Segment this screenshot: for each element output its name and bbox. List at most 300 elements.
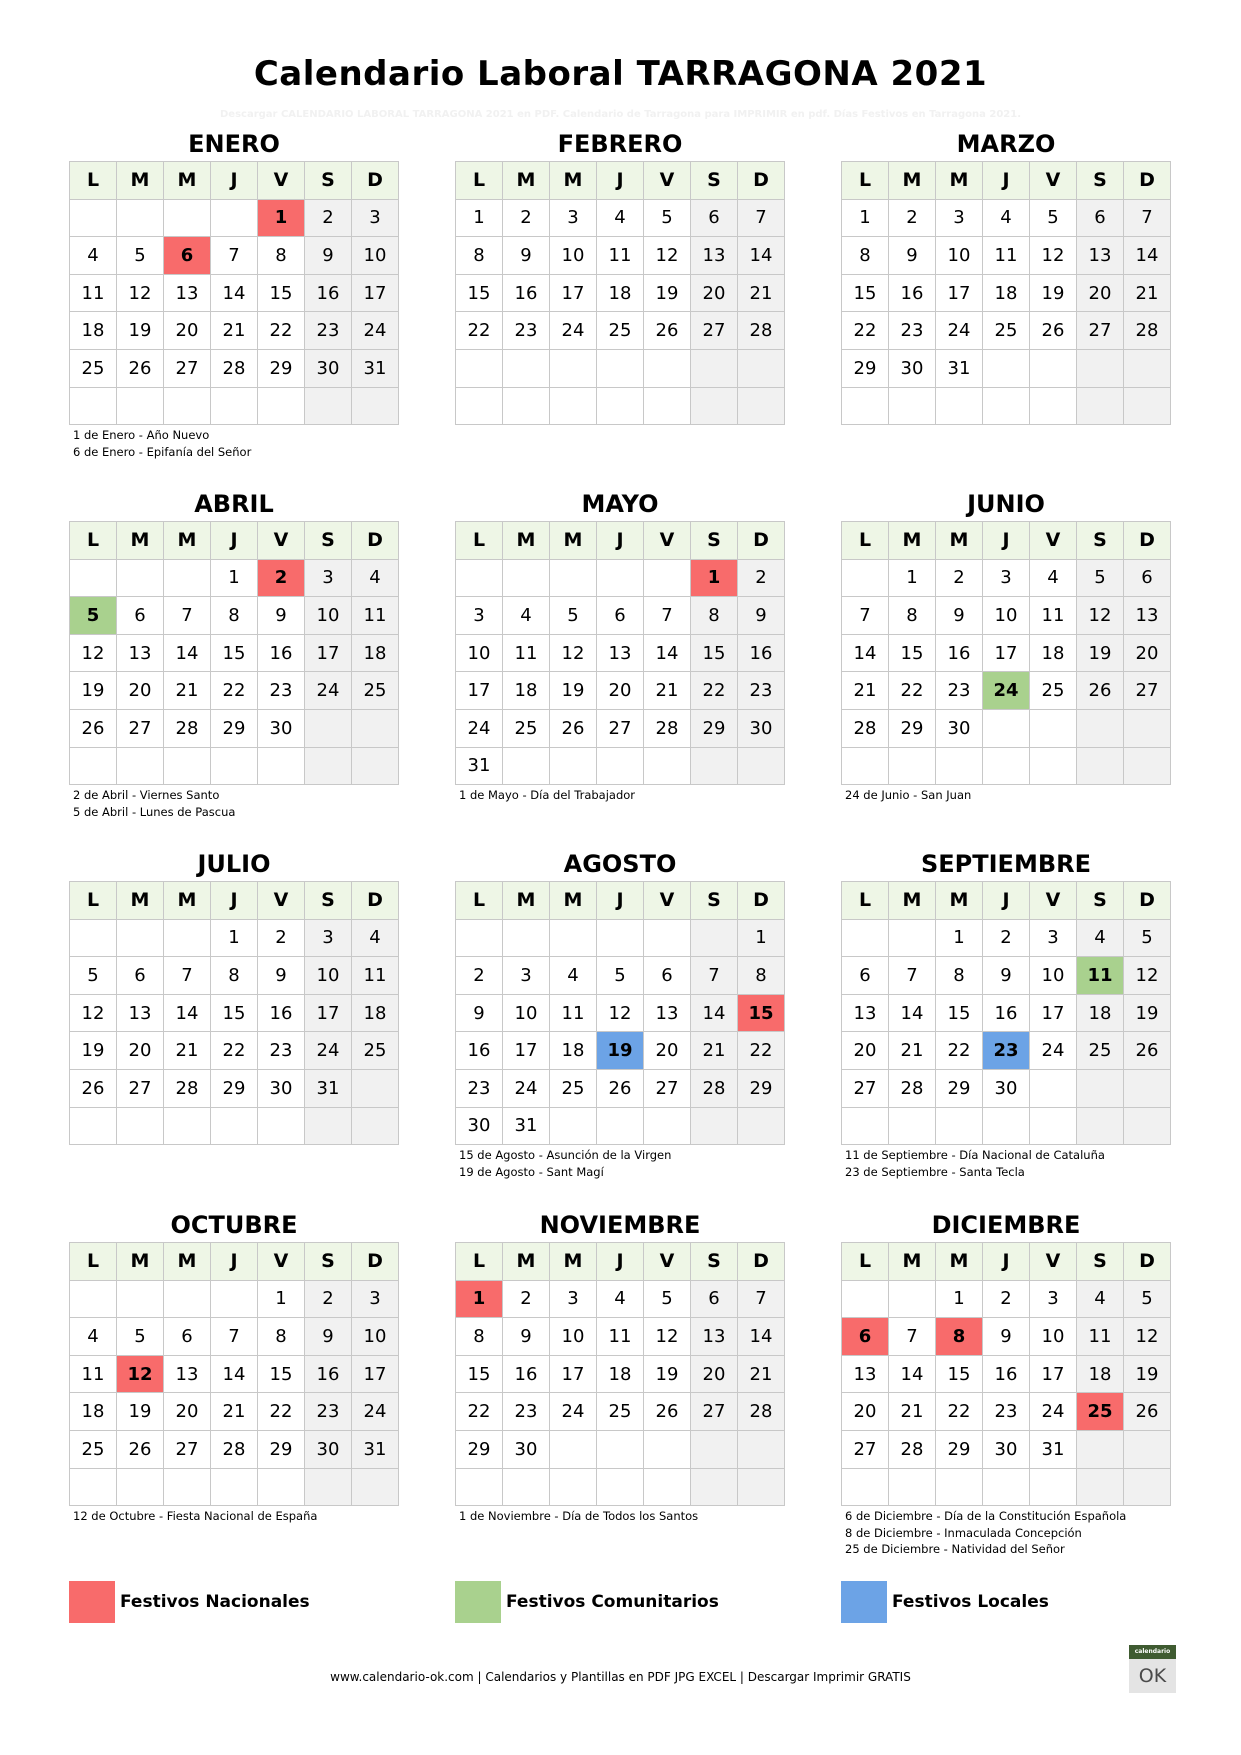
empty-day-cell: [117, 387, 164, 425]
empty-day-cell: [1124, 747, 1171, 785]
legend-label-comunitario: Festivos Comunitarios: [506, 1592, 719, 1612]
weekday-header: M: [889, 162, 936, 200]
weekday-header: L: [456, 1243, 503, 1281]
week-row: [70, 1107, 399, 1145]
holiday-notes: [69, 787, 399, 820]
month-table: [841, 521, 1171, 785]
weekday-header-row: [842, 162, 1171, 200]
day-cell: 26: [117, 349, 164, 387]
weekday-header: M: [889, 882, 936, 920]
weekday-header: L: [842, 1243, 889, 1281]
day-cell: 6: [164, 1318, 211, 1356]
day-cell: 7: [889, 1318, 936, 1356]
day-cell: 14: [889, 994, 936, 1032]
holiday-note: 24 de Junio - San Juan: [845, 788, 972, 803]
empty-day-cell: [738, 387, 785, 425]
month-table: [69, 881, 399, 1145]
day-cell: 14: [644, 634, 691, 672]
week-row: [842, 672, 1171, 710]
holiday-day-cell: 1: [691, 559, 738, 597]
day-cell: 16: [889, 274, 936, 312]
weekday-header: V: [1030, 882, 1077, 920]
empty-day-cell: [503, 747, 550, 785]
weekday-header-row: [70, 522, 399, 560]
day-cell: 18: [503, 672, 550, 710]
empty-day-cell: [738, 349, 785, 387]
week-row: [70, 1032, 399, 1070]
weekday-header: L: [456, 522, 503, 560]
empty-day-cell: [211, 1468, 258, 1506]
day-cell: 16: [738, 634, 785, 672]
weekday-header: D: [738, 882, 785, 920]
day-cell: 3: [1030, 1280, 1077, 1318]
day-cell: 26: [117, 1430, 164, 1468]
day-cell: 27: [117, 709, 164, 747]
day-cell: 12: [644, 237, 691, 275]
empty-day-cell: [597, 349, 644, 387]
day-cell: 29: [738, 1069, 785, 1107]
weekday-header: D: [738, 522, 785, 560]
day-cell: 6: [691, 199, 738, 237]
week-row: [842, 1430, 1171, 1468]
day-cell: 12: [644, 1318, 691, 1356]
day-cell: 21: [211, 312, 258, 350]
week-row: [456, 237, 785, 275]
day-cell: 13: [842, 994, 889, 1032]
week-row: [456, 1468, 785, 1506]
day-cell: 22: [211, 672, 258, 710]
day-cell: 15: [889, 634, 936, 672]
empty-day-cell: [644, 1468, 691, 1506]
day-cell: 9: [305, 1318, 352, 1356]
empty-day-cell: [738, 1107, 785, 1145]
day-cell: 5: [550, 597, 597, 635]
day-cell: 21: [738, 274, 785, 312]
day-cell: 17: [550, 1355, 597, 1393]
week-row: [842, 1107, 1171, 1145]
holiday-day-cell: 2: [258, 559, 305, 597]
day-cell: 28: [842, 709, 889, 747]
day-cell: 21: [889, 1393, 936, 1431]
weekday-header: S: [1077, 1243, 1124, 1281]
day-cell: 21: [889, 1032, 936, 1070]
day-cell: 13: [117, 994, 164, 1032]
empty-day-cell: [983, 387, 1030, 425]
empty-day-cell: [305, 747, 352, 785]
empty-day-cell: [456, 387, 503, 425]
weekday-header: M: [550, 162, 597, 200]
footer-text[interactable]: www.calendario-ok.com | Calendarios y Plantillas en PDF JPG EXCEL | Descargar Imprimir GRATIS: [330, 1670, 911, 1684]
day-cell: 27: [117, 1069, 164, 1107]
holiday-note: 2 de Abril - Viernes Santo: [73, 788, 220, 803]
day-cell: 9: [936, 597, 983, 635]
weekday-header-row: [456, 1243, 785, 1281]
day-cell: 29: [691, 709, 738, 747]
day-cell: 29: [936, 1430, 983, 1468]
empty-day-cell: [1124, 1107, 1171, 1145]
day-cell: 21: [644, 672, 691, 710]
day-cell: 5: [117, 1318, 164, 1356]
week-row: [842, 1280, 1171, 1318]
empty-day-cell: [164, 559, 211, 597]
empty-day-cell: [258, 747, 305, 785]
week-row: [456, 559, 785, 597]
day-cell: 3: [503, 957, 550, 995]
day-cell: 20: [117, 672, 164, 710]
empty-day-cell: [70, 559, 117, 597]
empty-day-cell: [936, 387, 983, 425]
week-row: [70, 747, 399, 785]
empty-day-cell: [644, 559, 691, 597]
holiday-note: 8 de Diciembre - Inmaculada Concepción: [845, 1525, 1082, 1540]
day-cell: 17: [503, 1032, 550, 1070]
empty-day-cell: [644, 919, 691, 957]
day-cell: 22: [691, 672, 738, 710]
day-cell: 5: [644, 1280, 691, 1318]
weekday-header: M: [117, 1243, 164, 1281]
day-cell: 6: [117, 597, 164, 635]
empty-day-cell: [1124, 709, 1171, 747]
legend-label-local: Festivos Locales: [892, 1592, 1049, 1612]
weekday-header: M: [889, 522, 936, 560]
day-cell: 8: [889, 597, 936, 635]
day-cell: 1: [842, 199, 889, 237]
day-cell: 16: [305, 1355, 352, 1393]
empty-day-cell: [550, 387, 597, 425]
day-cell: 11: [70, 274, 117, 312]
day-cell: 1: [456, 199, 503, 237]
day-cell: 14: [738, 1318, 785, 1356]
day-cell: 7: [164, 957, 211, 995]
day-cell: 2: [889, 199, 936, 237]
day-cell: 15: [258, 274, 305, 312]
week-row: [456, 1107, 785, 1145]
week-row: [842, 559, 1171, 597]
empty-day-cell: [503, 1468, 550, 1506]
day-cell: 27: [1124, 672, 1171, 710]
day-cell: 12: [1030, 237, 1077, 275]
weekday-header: V: [258, 1243, 305, 1281]
day-cell: 28: [1124, 312, 1171, 350]
day-cell: 14: [842, 634, 889, 672]
week-row: [456, 634, 785, 672]
day-cell: 24: [936, 312, 983, 350]
day-cell: 31: [456, 747, 503, 785]
empty-day-cell: [164, 387, 211, 425]
empty-day-cell: [1030, 747, 1077, 785]
empty-day-cell: [117, 919, 164, 957]
day-cell: 24: [456, 709, 503, 747]
day-cell: 7: [211, 237, 258, 275]
day-cell: 17: [352, 1355, 399, 1393]
day-cell: 3: [456, 597, 503, 635]
day-cell: 23: [258, 672, 305, 710]
weekday-header: D: [352, 522, 399, 560]
day-cell: 18: [70, 312, 117, 350]
day-cell: 5: [1124, 919, 1171, 957]
day-cell: 7: [889, 957, 936, 995]
month-table: [841, 881, 1171, 1145]
day-cell: 13: [691, 1318, 738, 1356]
day-cell: 28: [738, 312, 785, 350]
day-cell: 10: [983, 597, 1030, 635]
week-row: [842, 1393, 1171, 1431]
weekday-header: J: [983, 1243, 1030, 1281]
day-cell: 8: [211, 597, 258, 635]
weekday-header: V: [1030, 1243, 1077, 1281]
day-cell: 6: [1124, 559, 1171, 597]
day-cell: 17: [983, 634, 1030, 672]
holiday-notes: [69, 427, 399, 460]
day-cell: 30: [305, 1430, 352, 1468]
day-cell: 13: [644, 994, 691, 1032]
day-cell: 3: [550, 199, 597, 237]
week-row: [842, 1355, 1171, 1393]
day-cell: 17: [456, 672, 503, 710]
day-cell: 5: [117, 237, 164, 275]
day-cell: 1: [258, 1280, 305, 1318]
day-cell: 31: [503, 1107, 550, 1145]
week-row: [70, 994, 399, 1032]
day-cell: 19: [1124, 1355, 1171, 1393]
empty-day-cell: [1077, 1069, 1124, 1107]
week-row: [842, 1032, 1171, 1070]
day-cell: 16: [983, 994, 1030, 1032]
day-cell: 13: [597, 634, 644, 672]
empty-day-cell: [70, 1107, 117, 1145]
holiday-day-cell: 15: [738, 994, 785, 1032]
empty-day-cell: [550, 919, 597, 957]
empty-day-cell: [1077, 747, 1124, 785]
week-row: [456, 672, 785, 710]
day-cell: 21: [211, 1393, 258, 1431]
month-name: JUNIO: [967, 490, 1045, 518]
month-name: ENERO: [188, 130, 280, 158]
week-row: [456, 199, 785, 237]
day-cell: 6: [691, 1280, 738, 1318]
week-row: [70, 199, 399, 237]
day-cell: 1: [211, 559, 258, 597]
empty-day-cell: [550, 1430, 597, 1468]
empty-day-cell: [597, 1107, 644, 1145]
day-cell: 10: [550, 1318, 597, 1356]
empty-day-cell: [550, 1107, 597, 1145]
day-cell: 9: [258, 597, 305, 635]
empty-day-cell: [842, 387, 889, 425]
weekday-header: V: [258, 882, 305, 920]
day-cell: 4: [597, 1280, 644, 1318]
day-cell: 30: [983, 1069, 1030, 1107]
day-cell: 10: [936, 237, 983, 275]
empty-day-cell: [738, 747, 785, 785]
day-cell: 4: [597, 199, 644, 237]
holiday-day-cell: 19: [597, 1032, 644, 1070]
day-cell: 15: [456, 274, 503, 312]
week-row: [842, 349, 1171, 387]
week-row: [456, 312, 785, 350]
weekday-header-row: [70, 882, 399, 920]
weekday-header: V: [644, 1243, 691, 1281]
weekday-header: M: [503, 162, 550, 200]
week-row: [70, 349, 399, 387]
day-cell: 30: [503, 1430, 550, 1468]
week-row: [456, 919, 785, 957]
holiday-notes: [841, 1508, 1171, 1558]
day-cell: 16: [936, 634, 983, 672]
week-row: [456, 1318, 785, 1356]
day-cell: 21: [164, 672, 211, 710]
day-cell: 12: [597, 994, 644, 1032]
month-junio: [841, 487, 1171, 804]
day-cell: 7: [644, 597, 691, 635]
day-cell: 16: [305, 274, 352, 312]
empty-day-cell: [70, 199, 117, 237]
weekday-header: D: [1124, 162, 1171, 200]
empty-day-cell: [258, 1107, 305, 1145]
day-cell: 11: [503, 634, 550, 672]
day-cell: 11: [597, 237, 644, 275]
day-cell: 26: [550, 709, 597, 747]
weekday-header-row: [456, 522, 785, 560]
day-cell: 14: [1124, 237, 1171, 275]
week-row: [70, 1280, 399, 1318]
day-cell: 13: [164, 274, 211, 312]
day-cell: 28: [889, 1430, 936, 1468]
day-cell: 24: [305, 672, 352, 710]
day-cell: 24: [1030, 1393, 1077, 1431]
day-cell: 21: [738, 1355, 785, 1393]
day-cell: 9: [738, 597, 785, 635]
day-cell: 19: [550, 672, 597, 710]
day-cell: 12: [70, 994, 117, 1032]
day-cell: 27: [164, 1430, 211, 1468]
day-cell: 22: [258, 312, 305, 350]
empty-day-cell: [305, 387, 352, 425]
day-cell: 28: [211, 1430, 258, 1468]
day-cell: 26: [1124, 1393, 1171, 1431]
empty-day-cell: [305, 1107, 352, 1145]
empty-day-cell: [597, 919, 644, 957]
holiday-notes: [69, 1508, 399, 1525]
day-cell: 24: [550, 312, 597, 350]
day-cell: 20: [117, 1032, 164, 1070]
weekday-header-row: [456, 882, 785, 920]
month-marzo: [841, 127, 1171, 427]
day-cell: 25: [503, 709, 550, 747]
day-cell: 31: [352, 1430, 399, 1468]
holiday-day-cell: 6: [164, 237, 211, 275]
day-cell: 30: [983, 1430, 1030, 1468]
empty-day-cell: [1030, 709, 1077, 747]
month-julio: [69, 847, 399, 1147]
day-cell: 10: [503, 994, 550, 1032]
week-row: [70, 1468, 399, 1506]
weekday-header: S: [1077, 882, 1124, 920]
day-cell: 11: [352, 597, 399, 635]
weekday-header: D: [1124, 882, 1171, 920]
day-cell: 19: [644, 1355, 691, 1393]
weekday-header: J: [211, 882, 258, 920]
empty-day-cell: [842, 747, 889, 785]
empty-day-cell: [691, 387, 738, 425]
day-cell: 13: [1077, 237, 1124, 275]
day-cell: 6: [597, 597, 644, 635]
empty-day-cell: [983, 1107, 1030, 1145]
holiday-notes: [841, 1147, 1171, 1180]
day-cell: 10: [305, 597, 352, 635]
day-cell: 13: [164, 1355, 211, 1393]
day-cell: 3: [305, 919, 352, 957]
day-cell: 17: [550, 274, 597, 312]
day-cell: 6: [117, 957, 164, 995]
empty-day-cell: [738, 1468, 785, 1506]
day-cell: 30: [889, 349, 936, 387]
weekday-header: J: [597, 1243, 644, 1281]
day-cell: 2: [983, 919, 1030, 957]
day-cell: 6: [842, 957, 889, 995]
day-cell: 26: [1077, 672, 1124, 710]
day-cell: 23: [889, 312, 936, 350]
weekday-header: J: [211, 1243, 258, 1281]
holiday-day-cell: 12: [117, 1355, 164, 1393]
week-row: [70, 597, 399, 635]
day-cell: 25: [70, 1430, 117, 1468]
empty-day-cell: [164, 1468, 211, 1506]
day-cell: 16: [258, 634, 305, 672]
day-cell: 29: [258, 1430, 305, 1468]
empty-day-cell: [691, 1468, 738, 1506]
week-row: [70, 237, 399, 275]
day-cell: 3: [936, 199, 983, 237]
month-table: [69, 1242, 399, 1506]
day-cell: 15: [211, 634, 258, 672]
empty-day-cell: [936, 1468, 983, 1506]
day-cell: 10: [1030, 1318, 1077, 1356]
day-cell: 20: [691, 1355, 738, 1393]
holiday-note: 11 de Septiembre - Día Nacional de Cataluña: [845, 1148, 1105, 1163]
day-cell: 1: [211, 919, 258, 957]
holiday-day-cell: 8: [936, 1318, 983, 1356]
day-cell: 26: [1124, 1032, 1171, 1070]
week-row: [842, 994, 1171, 1032]
weekday-header: M: [550, 882, 597, 920]
day-cell: 4: [503, 597, 550, 635]
empty-day-cell: [1077, 387, 1124, 425]
day-cell: 2: [503, 199, 550, 237]
holiday-note: 6 de Diciembre - Día de la Constitución Española: [845, 1509, 1127, 1524]
weekday-header: J: [211, 162, 258, 200]
day-cell: 1: [738, 919, 785, 957]
day-cell: 19: [644, 274, 691, 312]
empty-day-cell: [211, 387, 258, 425]
legend-swatch-nacional: [69, 1581, 115, 1623]
day-cell: 3: [352, 199, 399, 237]
month-table: [841, 1242, 1171, 1506]
empty-day-cell: [691, 349, 738, 387]
empty-day-cell: [117, 1280, 164, 1318]
day-cell: 30: [305, 349, 352, 387]
empty-day-cell: [550, 1468, 597, 1506]
day-cell: 2: [983, 1280, 1030, 1318]
day-cell: 29: [936, 1069, 983, 1107]
week-row: [456, 274, 785, 312]
empty-day-cell: [691, 747, 738, 785]
day-cell: 1: [936, 919, 983, 957]
weekday-header: M: [117, 882, 164, 920]
month-name: DICIEMBRE: [931, 1211, 1081, 1239]
calendario-ok-logo[interactable]: [1129, 1645, 1176, 1693]
empty-day-cell: [1077, 1430, 1124, 1468]
